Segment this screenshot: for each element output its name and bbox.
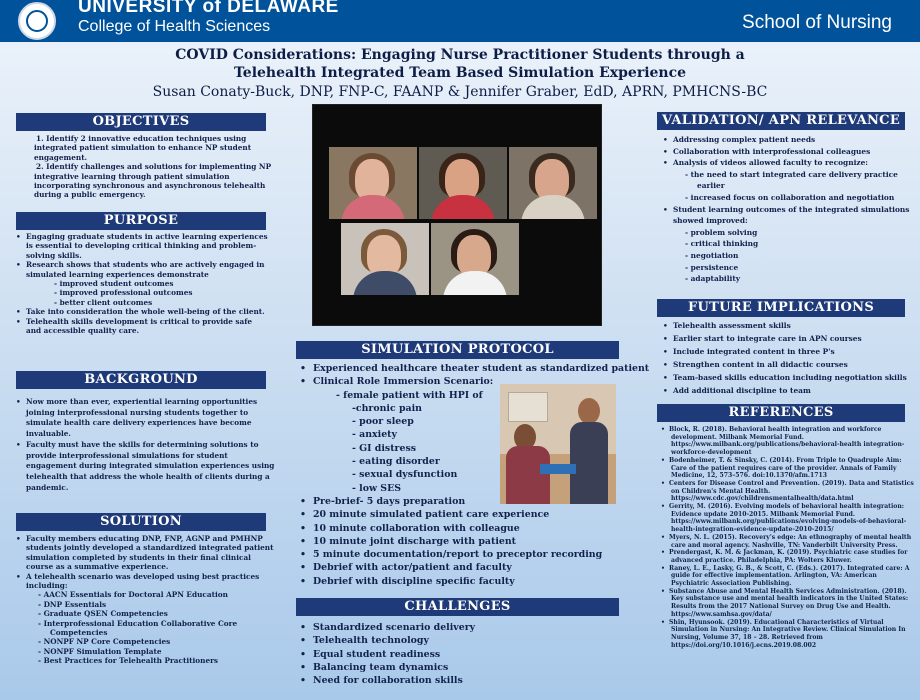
- validation-line: • Addressing complex patient needs: [663, 134, 907, 146]
- references-body: [661, 426, 914, 649]
- solution-line: including:: [26, 581, 68, 591]
- validation-line: • Analysis of videos allowed faculty to recognize:: [663, 157, 907, 169]
- purpose-line: - better client outcomes: [54, 297, 153, 307]
- objective-item-1: 1. Identify 2 innovative education techniques using: [36, 134, 247, 143]
- challenges-body: [300, 621, 618, 687]
- challenge-line: • Equal student readiness: [300, 648, 618, 661]
- reference-line: guide for effective implementation. Arlington, VA: American: [671, 572, 877, 580]
- reference-line: development. Milbank Memorial Fund.: [671, 433, 804, 441]
- solution-line: - Interprofessional Education Collaborative Core: [38, 618, 238, 628]
- reference-line: Key substance use and mental health indicators in the United States:: [671, 595, 909, 603]
- validation-line: - negotiation: [685, 250, 739, 260]
- simulation-line: - poor sleep: [352, 416, 414, 428]
- purpose-heading: PURPOSE: [16, 212, 266, 230]
- college-name: College of Health Sciences: [78, 18, 271, 35]
- simulation-line: - eating disorder: [352, 456, 440, 468]
- solution-line: - DNP Essentials: [38, 599, 107, 609]
- future-line: • Add additional discipline to team: [663, 385, 907, 398]
- solution-line: students jointly developed a standardized integrated patient: [26, 543, 274, 553]
- reference-line: care and moral agency. Nashville, TN: Vanderbilt University Press.: [671, 541, 898, 549]
- simulation-line: - anxiety: [352, 429, 397, 441]
- objectives-body: [24, 134, 270, 200]
- reference-line: on Children's Mental Health.: [671, 487, 771, 495]
- references-heading: REFERENCES: [657, 404, 905, 422]
- future-line: • Include integrated content in three P's: [663, 346, 907, 359]
- reference-line: Care of the patient requires care of the provider. Annals of Family: [671, 464, 897, 472]
- purpose-line: and accessible quality care.: [26, 326, 140, 336]
- validation-line: - adaptability: [685, 274, 741, 284]
- solution-line: course as a summative experience.: [26, 562, 169, 572]
- validation-line: - increased focus on collaboration and negotiation: [685, 192, 895, 202]
- reference-line: Results from the 2017 National Survey on Drug Use and Health.: [671, 603, 891, 611]
- purpose-line: simulated learning experiences demonstrate: [26, 269, 209, 279]
- simulation-line: • 5 minute documentation/report to preceptor recording: [300, 548, 618, 561]
- reference-line: workforce-development: [671, 449, 752, 457]
- background-line: • Faculty must have the skills for determining solutions to: [16, 440, 272, 451]
- solution-line: simulation completed by students in their final clinical: [26, 552, 251, 562]
- validation-line: - persistence: [685, 262, 739, 272]
- background-heading: BACKGROUND: [16, 371, 266, 389]
- reference-line: health-integration-evidence-update-2010-2015/: [671, 526, 834, 534]
- simulation-line: • Debrief with actor/patient and faculty: [300, 561, 618, 574]
- objective-line: engagement.: [34, 152, 88, 162]
- challenge-line: • Standardized scenario delivery: [300, 621, 618, 634]
- video-conference-screenshot-icon: [312, 104, 602, 326]
- validation-line: showed improved:: [673, 216, 748, 226]
- reference-line: • Myers, N. L. (2015). Recovery's edge: An ethnography of mental health: [661, 534, 911, 542]
- validation-line: - the need to start integrated care delivery practice: [685, 169, 898, 179]
- background-line: • Now more than ever, experiential learning opportunities: [16, 397, 272, 408]
- simulation-line: - sexual dysfunction: [352, 469, 458, 481]
- reference-line: Psychiatric Association Publishing.: [671, 580, 792, 588]
- video-tile: [341, 223, 429, 295]
- future-heading: FUTURE IMPLICATIONS: [657, 299, 905, 317]
- challenge-line: • Need for collaboration skills: [300, 674, 618, 687]
- solution-line: - Graduate QSEN Competencies: [38, 609, 168, 619]
- reference-line: Evidence update 2010-2015. Milbank Memorial Fund.: [671, 510, 856, 518]
- validation-line: earlier: [697, 181, 725, 191]
- university-name: UNIVERSITY of DELAWARE: [78, 0, 339, 17]
- objective-line: during a public emergency.: [34, 190, 146, 200]
- future-line: • Earlier start to integrate care in APN courses: [663, 333, 907, 346]
- objectives-heading: OBJECTIVES: [16, 113, 266, 131]
- solution-line: - Best Practices for Telehealth Practitioners: [38, 656, 219, 666]
- poster-title: [120, 46, 800, 82]
- reference-line: • Bodenheimer, T. & Sinsky, C. (2014). From Triple to Quadruple Aim:: [661, 457, 911, 465]
- reference-line: Medicine, 12, 573–576. doi:10.1370/afm.1713: [671, 472, 828, 480]
- reference-line: • Gerrity, M. (2016). Evolving models of behavioral health integration:: [661, 503, 911, 511]
- future-line: • Telehealth assessment skills: [663, 320, 907, 333]
- purpose-line: - improved student outcomes: [54, 279, 174, 289]
- reference-line: https://doi.org/10.1016/j.ecns.2019.08.002: [671, 641, 817, 649]
- objective-line: integrative learning through patient simulation: [34, 171, 230, 181]
- solution-line: - NONPF NP Core Competencies: [38, 637, 171, 647]
- validation-line: - problem solving: [685, 227, 758, 237]
- solution-line: • Faculty members educating DNP, FNP, AGNP and PMHNP: [16, 534, 272, 543]
- university-seal-icon: [18, 2, 56, 40]
- future-line: • Team-based skills education including negotiation skills: [663, 372, 907, 385]
- reference-line: https://www.milbank.org/publications/evolving-models-of-behavioral-: [671, 518, 907, 526]
- simulation-line: • Experienced healthcare theater student as standardized patient: [300, 362, 618, 375]
- reference-line: advanced practice. Philadelphia, PA: Wolters Kluwer.: [671, 556, 852, 564]
- simulation-line: • 10 minute joint discharge with patient: [300, 535, 618, 548]
- simulation-line: -chronic pain: [352, 402, 422, 414]
- poster-authors: Susan Conaty-Buck, DNP, FNP-C, FAANP & Jennifer Graber, EdD, APRN, PMHCNS-BC: [152, 84, 768, 100]
- video-tile: [509, 147, 597, 219]
- validation-heading: VALIDATION/ APN RELEVANCE: [657, 112, 905, 130]
- solution-line: • A telehealth scenario was developed using best practices: [16, 572, 272, 581]
- reference-line: https://www.milbank.org/publications/behavioral-health integration-: [671, 441, 905, 449]
- simulation-line: - low SES: [352, 482, 401, 494]
- simulation-line: • Clinical Role Immersion Scenario:: [300, 375, 618, 388]
- background-line: pandemic.: [26, 482, 69, 492]
- solution-line: - NONPF Simulation Template: [38, 646, 162, 656]
- patient-simulation-photo-icon: [500, 384, 616, 504]
- simulation-line: • Pre-brief- 5 days preparation: [300, 495, 618, 508]
- reference-line: • Raney, L. E., Lasky, G. B., & Scott, C. (Eds.). (2017). Integrated care: A: [661, 565, 911, 573]
- solution-line: - AACN Essentials for Doctoral APN Education: [38, 590, 228, 600]
- validation-line: • Collaboration with interprofessional colleagues: [663, 146, 907, 158]
- validation-body: [663, 134, 910, 285]
- reference-line: Simulation in Nursing: An Integrative Review. Clinical Simulation In: [671, 626, 906, 634]
- title-line-1: COVID Considerations: Engaging Nurse Practitioner Students through a: [175, 47, 745, 63]
- background-line: provide interprofessional simulations for student: [26, 450, 228, 460]
- validation-line: • Student learning outcomes of the integrated simulations: [663, 204, 907, 216]
- objective-line: incorporating synchronous and asynchronous telehealth: [34, 181, 266, 191]
- purpose-body: [16, 232, 272, 335]
- purpose-line: • Research shows that students who are actively engaged in: [16, 260, 272, 269]
- video-tile: [419, 147, 507, 219]
- background-body: [16, 397, 275, 493]
- simulation-line: - female patient with HPI of: [336, 389, 483, 401]
- purpose-line: • Take into consideration the whole well-being of the client.: [16, 307, 272, 316]
- reference-line: https://www.cdc.gov/childrensmentalhealth/data.html: [671, 495, 854, 503]
- reference-line: • Centers for Disease Control and Prevention. (2019). Data and Statistics: [661, 480, 911, 488]
- validation-line: - critical thinking: [685, 239, 759, 249]
- video-tile: [431, 223, 519, 295]
- simulation-line: • 10 minute collaboration with colleague: [300, 522, 618, 535]
- reference-line: • Block, R. (2018). Behavioral health integration and workforce: [661, 426, 911, 434]
- simulation-heading: SIMULATION PROTOCOL: [296, 341, 619, 359]
- solution-line: Competencies: [50, 628, 108, 638]
- school-name: School of Nursing: [742, 12, 892, 33]
- reference-line: • Substance Abuse and Mental Health Services Administration. (2018).: [661, 588, 911, 596]
- reference-line: Nursing, Volume 37, 18 – 28. Retrieved from: [671, 633, 823, 641]
- objective-item-2: 2. Identify challenges and solutions for implementing NP: [36, 162, 272, 172]
- purpose-line: solving skills.: [26, 250, 82, 260]
- challenge-line: • Telehealth technology: [300, 634, 618, 647]
- background-line: joining interprofessional nursing students together to: [26, 407, 249, 417]
- background-line: simulate health care delivery experiences have become: [26, 418, 252, 428]
- background-line: invaluable.: [26, 429, 71, 439]
- purpose-line: • Telehealth skills development is critical to provide safe: [16, 317, 272, 326]
- purpose-line: • Engaging graduate students in active learning experiences: [16, 232, 272, 241]
- objective-line: integrated patient simulation to enhance NP student: [34, 143, 252, 153]
- reference-line: https://www.samhsa.gov/data/: [671, 610, 772, 618]
- background-line: engagement during integrated simulation experiences using: [26, 461, 275, 471]
- title-line-2: Telehealth Integrated Team Based Simulation Experience: [233, 65, 687, 81]
- challenges-heading: CHALLENGES: [296, 598, 619, 616]
- future-line: • Strengthen content in all didactic courses: [663, 359, 907, 372]
- challenge-line: • Balancing team dynamics: [300, 661, 618, 674]
- background-line: telehealth that address the whole health of clients during a: [26, 471, 270, 481]
- reference-line: • Shin, Hyunsook. (2019). Educational Characteristics of Virtual: [661, 619, 911, 627]
- purpose-line: - improved professional outcomes: [54, 288, 193, 298]
- simulation-line: - GI distress: [352, 442, 416, 454]
- university-header: [0, 0, 920, 42]
- video-tile: [329, 147, 417, 219]
- solution-body: [16, 534, 272, 666]
- reference-line: • Prendergast, K. M. & Jackman, K. (2019). Psychiatric case studies for: [661, 549, 911, 557]
- solution-heading: SOLUTION: [16, 513, 266, 531]
- simulation-line: • Debrief with discipline specific faculty: [300, 575, 618, 588]
- simulation-line: • 20 minute simulated patient care experience: [300, 508, 618, 521]
- purpose-line: is essential to developing critical thinking and problem-: [26, 241, 257, 251]
- future-body: [663, 320, 907, 397]
